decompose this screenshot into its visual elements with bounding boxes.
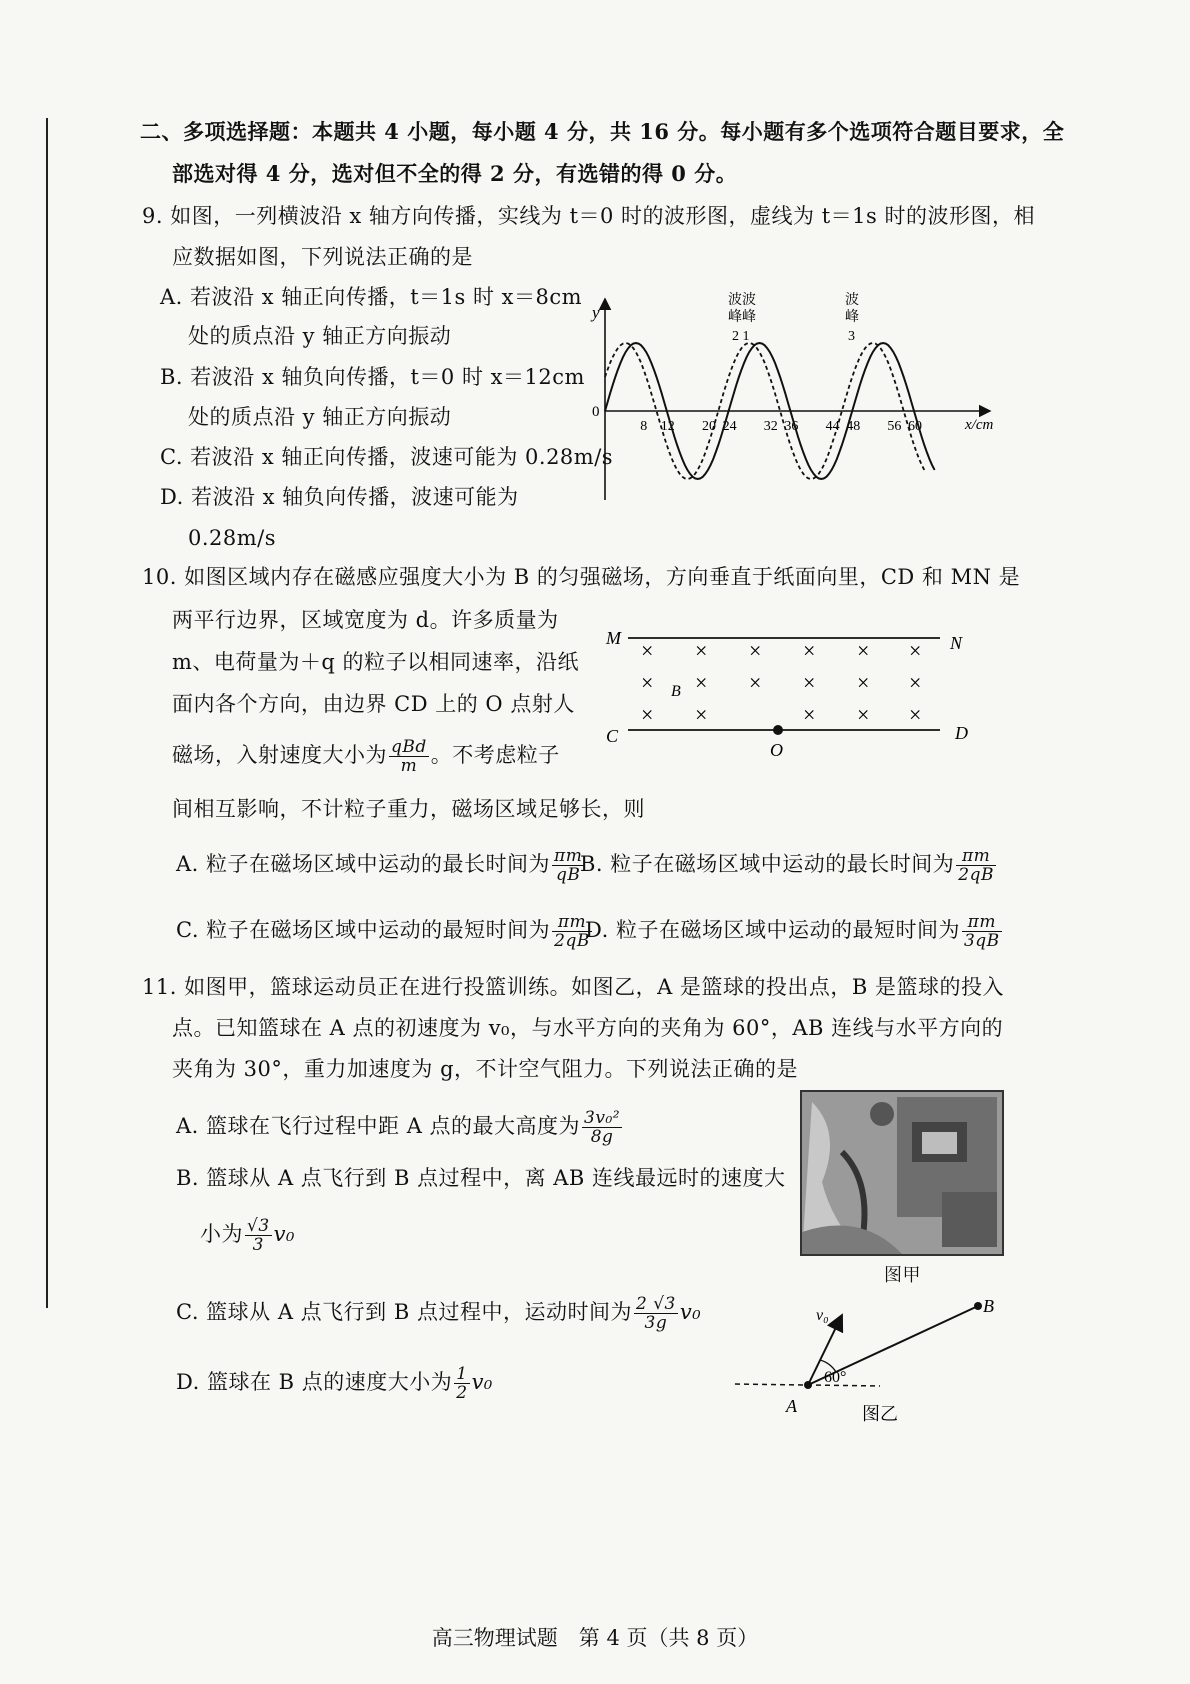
q11-a-num: 3v₀² <box>584 1108 621 1128</box>
peak-label-right-bottom: 峰 <box>845 310 859 325</box>
q11-b-den: 3 <box>252 1235 264 1255</box>
figure-jia-caption: 图甲 <box>884 1265 921 1286</box>
x-tick-label: 8 <box>640 419 648 434</box>
q11-b-fraction <box>245 1217 272 1254</box>
q10-stem-line1: 10. 如图区域内存在磁感应强度大小为 B 的匀强磁场，方向垂直于纸面向里，CD 和 MN 是 <box>142 565 1021 589</box>
y-axis-label: y <box>592 303 600 322</box>
field-cross: × <box>641 702 654 727</box>
q11-option-d <box>176 1362 493 1402</box>
field-cross: × <box>803 670 816 695</box>
label-O: O <box>770 740 783 760</box>
label-M: M <box>606 628 621 648</box>
x-tick-label: 20 <box>702 419 716 434</box>
peak-label-left-bottom: 峰峰 <box>728 310 756 325</box>
q10-option-c <box>176 910 594 950</box>
q10-d-num: πm <box>962 913 1002 932</box>
q11-stem-line1: 11. 如图甲，篮球运动员正在进行投篮训练。如图乙，A 是篮球的投出点，B 是篮球的投入 <box>142 975 1005 999</box>
q10-d-fraction <box>962 913 1002 950</box>
q10-stem5-post: 。不考虑粒子 <box>430 743 560 767</box>
q10-option-a <box>176 844 586 884</box>
q10-d-text: D. 粒子在磁场区域中运动的最短时间为 <box>585 918 960 942</box>
x-axis-label: x/cm <box>965 417 994 433</box>
q11-d-num: 1 <box>456 1364 468 1384</box>
q10-stem-line6: 间相互影响，不计粒子重力，磁场区域足够长，则 <box>172 797 645 821</box>
origin-label: 0 <box>592 404 600 420</box>
q11-d-text: D. 篮球在 B 点的速度大小为 <box>176 1370 453 1394</box>
label-angle: 60° <box>824 1369 847 1386</box>
q9-wave-figure <box>580 285 1000 505</box>
label-D: D <box>955 723 968 743</box>
page-footer: 高三物理试题 第 4 页（共 8 页） <box>431 1626 759 1650</box>
x-tick-label: 32 <box>763 419 778 434</box>
q10-a-den: qB <box>555 865 581 885</box>
x-tick-label: 12 <box>660 419 675 434</box>
q11-a-text: A. 篮球在飞行过程中距 A 点的最大高度为 <box>176 1114 581 1138</box>
field-cross: × <box>749 670 762 695</box>
q10-stem-line3: m、电荷量为＋q 的粒子以相同速率，沿纸 <box>172 650 580 674</box>
q11-option-a <box>176 1106 624 1146</box>
q11-c-den: 3g <box>644 1313 668 1333</box>
q9-option-b-line1: B. 若波沿 x 轴负向传播，t＝0 时 x＝12cm <box>160 365 585 389</box>
q11-option-b-line2 <box>200 1214 295 1254</box>
field-cross: × <box>803 702 816 727</box>
q9-option-c: C. 若波沿 x 轴正向传播，波速可能为 0.28m/s <box>160 445 614 469</box>
q10-option-b <box>580 844 998 884</box>
q10-magnetic-field-figure <box>600 622 980 762</box>
q9-option-b-line2: 处的质点沿 y 轴正方向振动 <box>188 405 452 429</box>
q10-b-num: πm <box>956 847 996 866</box>
q11-b-num: √3 <box>247 1216 270 1236</box>
q10-c-text: C. 粒子在磁场区域中运动的最短时间为 <box>176 918 551 942</box>
q11-option-b-line1: B. 篮球从 A 点飞行到 B 点过程中，离 AB 连线最远时的速度大 <box>176 1166 786 1190</box>
label-B: B <box>671 683 681 700</box>
label-N: N <box>950 633 963 653</box>
q9-option-d-line2: 0.28m/s <box>188 526 277 550</box>
field-cross: × <box>909 638 922 663</box>
q9-stem-line2: 应数据如图，下列说法正确的是 <box>172 245 473 269</box>
q10-c-num: πm <box>552 913 592 932</box>
section-heading-line2: 部选对得 4 分，选对但不全的得 2 分，有选错的得 0 分。 <box>172 161 738 186</box>
q11-stem-line3: 夹角为 30°，重力加速度为 g，不计空气阻力。下列说法正确的是 <box>172 1057 799 1081</box>
q10-stem-line2: 两平行边界，区域宽度为 d。许多质量为 <box>172 608 559 632</box>
label-A: A <box>786 1396 797 1416</box>
x-tick-labels <box>640 419 922 434</box>
field-cross: × <box>695 702 708 727</box>
q11-option-c <box>176 1292 701 1332</box>
q10-a-text: A. 粒子在磁场区域中运动的最长时间为 <box>176 852 551 876</box>
peak-label-right-num: 3 <box>848 329 855 344</box>
binding-margin-line <box>46 118 48 1308</box>
label-B: B <box>983 1296 994 1316</box>
field-cross: × <box>641 670 654 695</box>
q11-d-tail: v₀ <box>471 1370 493 1394</box>
q11-a-den: 8g <box>590 1127 614 1147</box>
field-cross: × <box>803 638 816 663</box>
q10-stem5-pre: 磁场，入射速度大小为 <box>172 743 387 767</box>
field-cross: × <box>695 670 708 695</box>
basketball-photo <box>800 1090 1004 1256</box>
q10-option-d <box>585 910 1004 950</box>
x-tick-label: 56 <box>887 419 902 434</box>
field-cross: × <box>909 670 922 695</box>
field-crosses <box>641 638 921 727</box>
field-cross: × <box>909 702 922 727</box>
q9-stem-line1: 9. 如图，一列横波沿 x 轴方向传播，实线为 t＝0 时的波形图，虚线为 t＝1s 时的波形图，相 <box>142 204 1035 228</box>
field-cross: × <box>695 638 708 663</box>
q10-a-num: πm <box>554 846 583 866</box>
q11-a-fraction <box>582 1109 622 1146</box>
q10-b-fraction <box>956 847 996 884</box>
label-C: C <box>606 726 619 746</box>
q9-option-a-line2: 处的质点沿 y 轴正方向振动 <box>188 324 452 348</box>
q11-c-fraction <box>634 1295 678 1332</box>
q11-d-fraction <box>454 1365 469 1402</box>
q10-d-den: 3qB <box>963 931 1000 951</box>
label-v0: v₀ <box>816 1307 829 1324</box>
q10-stem-line4: 面内各个方向，由边界 CD 上的 O 点射人 <box>172 692 575 716</box>
peak-label-right-top: 波 <box>845 293 859 308</box>
figure-yi-caption: 图乙 <box>862 1404 898 1424</box>
q10-b-den: 2qB <box>958 865 994 885</box>
peak-label-left-top: 波波 <box>728 293 756 308</box>
q9-option-a-line1: A. 若波沿 x 轴正向传播，t＝1s 时 x＝8cm <box>160 285 583 309</box>
x-tick-label: 60 <box>908 419 922 434</box>
x-tick-label: 44 <box>825 419 840 434</box>
q10-speed-den: m <box>400 756 418 776</box>
q11-b-text2: 小为 <box>200 1222 243 1246</box>
q11-c-text: C. 篮球从 A 点飞行到 B 点过程中，运动时间为 <box>176 1300 632 1324</box>
section-heading-line1: 二、多项选择题：本题共 4 小题，每小题 4 分，共 16 分。每小题有多个选项符合题目要求，全 <box>140 119 1065 144</box>
x-tick-label: 48 <box>846 419 861 434</box>
field-cross: × <box>857 702 870 727</box>
q11-d-den: 2 <box>456 1383 468 1403</box>
x-tick-label: 24 <box>722 419 737 434</box>
field-cross: × <box>641 638 654 663</box>
peak-label-left-nums: 2 1 <box>732 329 750 344</box>
q10-b-text: B. 粒子在磁场区域中运动的最长时间为 <box>580 852 955 876</box>
q10-c-den: 2qB <box>554 931 590 951</box>
field-cross: × <box>857 670 870 695</box>
q11-trajectory-diagram <box>730 1290 1020 1430</box>
x-tick-label: 36 <box>784 419 799 434</box>
q10-speed-fraction <box>389 738 429 775</box>
q10-speed-num: qBd <box>391 737 427 757</box>
point-B <box>974 1302 982 1310</box>
field-cross: × <box>749 638 762 663</box>
point-O <box>773 725 783 735</box>
q10-stem-line5 <box>172 738 560 775</box>
q11-c-tail: v₀ <box>679 1300 702 1324</box>
q9-option-d-line1: D. 若波沿 x 轴负向传播，波速可能为 <box>160 485 519 509</box>
q11-b-tail: v₀ <box>273 1222 295 1246</box>
q11-stem-line2: 点。已知篮球在 A 点的初速度为 v₀，与水平方向的夹角为 60°，AB 连线与水平方向的 <box>172 1016 1004 1040</box>
q11-c-num: 2 √3 <box>635 1294 676 1314</box>
field-cross: × <box>857 638 870 663</box>
point-A <box>804 1381 812 1389</box>
